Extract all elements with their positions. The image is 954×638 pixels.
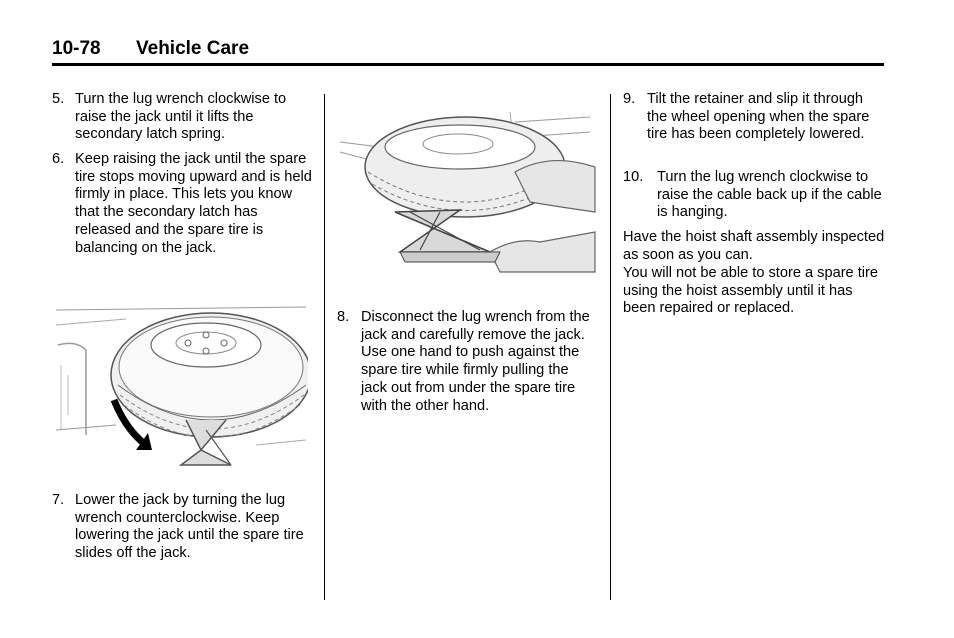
jack-removal-illustration (340, 112, 596, 277)
step-number: 9. (623, 91, 636, 107)
step-text: Tilt the retainer and slip it through the wheel opening when the spare tire has been completely lowered. (647, 91, 870, 143)
step-text: Lower the jack by turning the lug wrench counterclockwise. Keep lowering the jack until the spare tire slides off the jack. (75, 492, 304, 562)
note-hoist-inspection: Have the hoist shaft assembly inspected as soon as you can. (623, 229, 885, 263)
step-number: 7. (52, 492, 65, 508)
step-number: 8. (337, 309, 350, 325)
page-header (52, 38, 884, 62)
step-number: 5. (52, 91, 65, 107)
step-number: 6. (52, 151, 65, 167)
step-number: 10. (623, 169, 644, 185)
header-rule (52, 63, 884, 66)
column-divider-2 (610, 94, 611, 600)
step-text: Disconnect the lug wrench from the jack and carefully remove the jack. Use one hand to push against the spare tire while firmly pulling the jack out from under the spare tire with the other hand. (361, 309, 590, 414)
page-number: 10-78 (52, 38, 101, 59)
note-hoist-repair: You will not be able to store a spare tire using the hoist assembly until it has been repaired or replaced. (623, 265, 879, 317)
step-text: Turn the lug wrench clockwise to raise the cable back up if the cable is hanging. (657, 169, 882, 221)
section-title: Vehicle Care (136, 38, 250, 59)
step-text: Turn the lug wrench clockwise to raise the jack until it lifts the secondary latch spring. (75, 91, 287, 143)
column-divider-1 (324, 94, 325, 600)
spare-tire-lowering-illustration (56, 305, 308, 470)
step-text: Keep raising the jack until the spare tire stops moving upward and is held firmly in place. This lets you know that the secondary latch has released and the spare tire is balancing on the jack. (75, 151, 312, 256)
